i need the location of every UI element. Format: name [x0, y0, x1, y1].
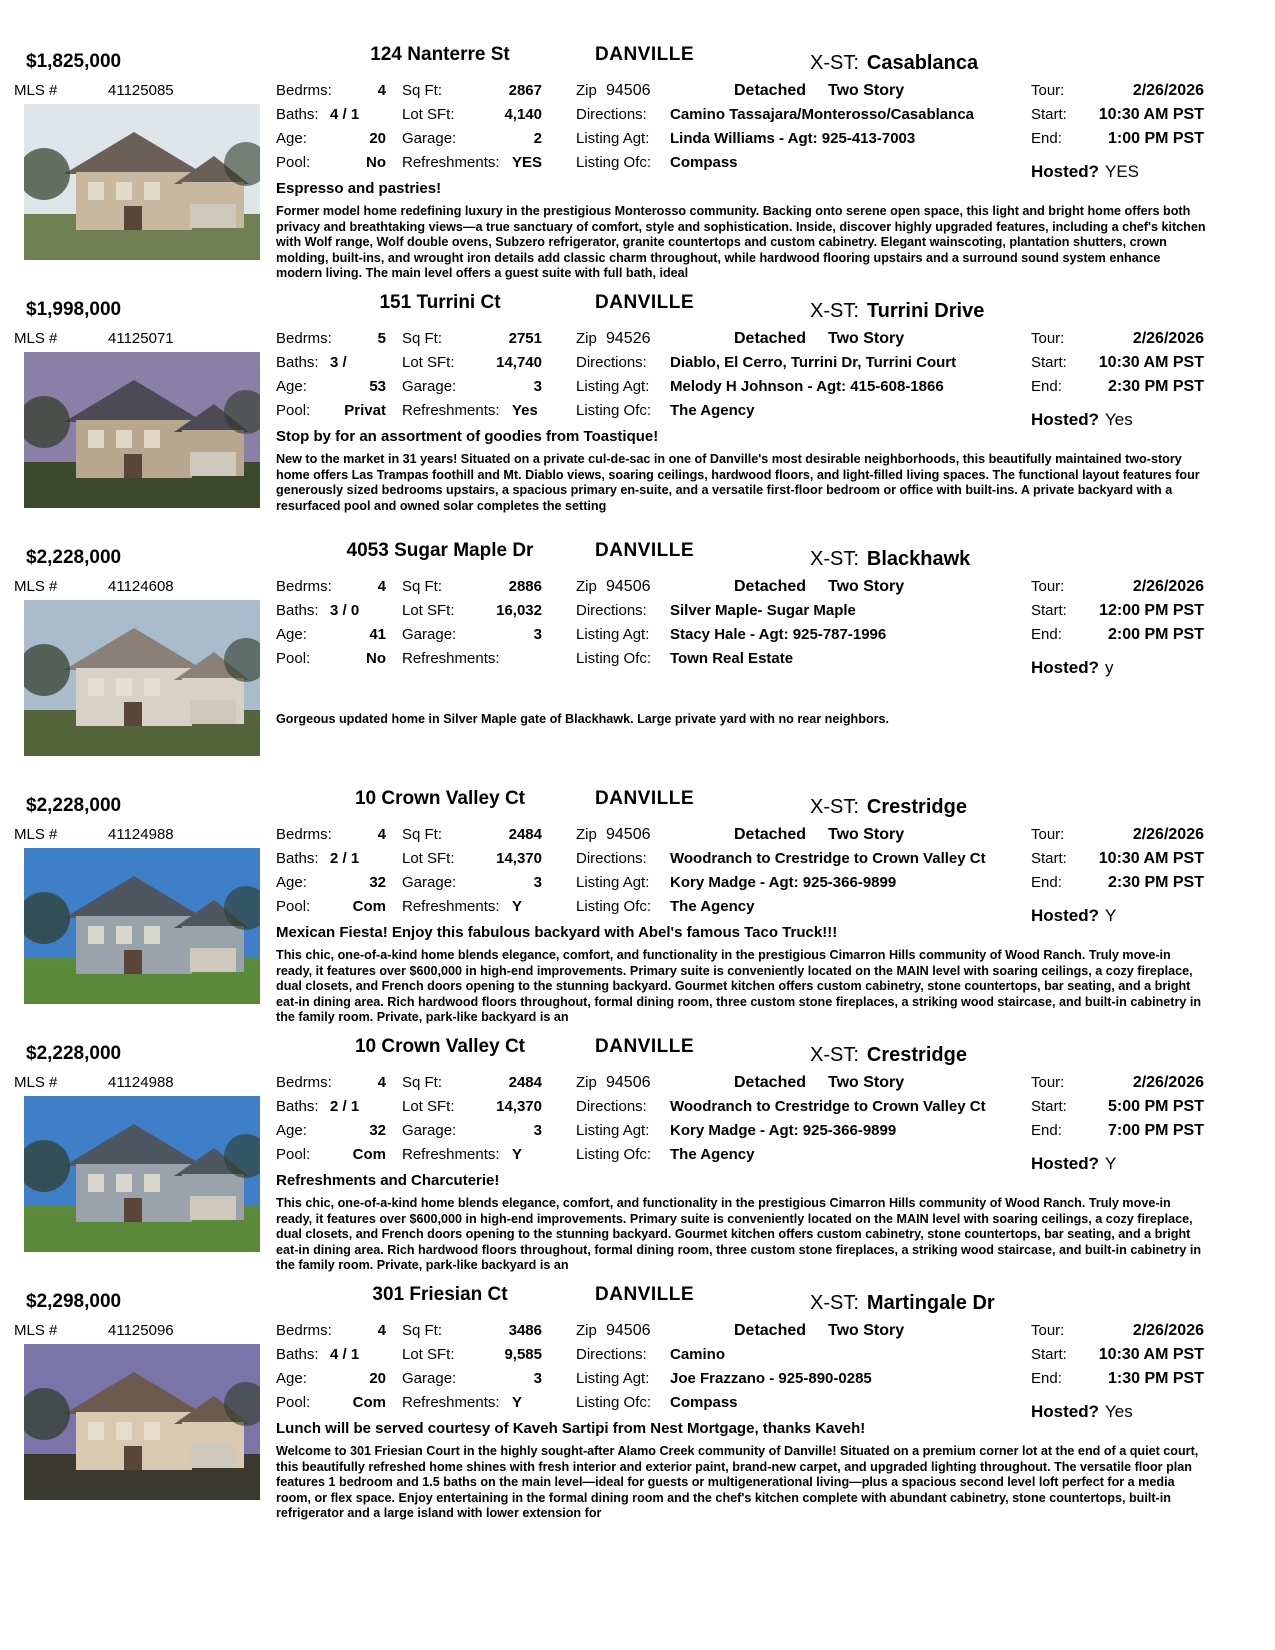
- hosted: [1031, 1154, 1116, 1174]
- bedrms-value: 4: [377, 826, 386, 843]
- end-time: 2:00 PM PST: [1107, 626, 1204, 643]
- garage-value: 3: [533, 1122, 542, 1139]
- end-label: End:: [1031, 130, 1062, 147]
- tour-date: 2/26/2026: [1132, 1322, 1204, 1339]
- house-photo-image: [24, 1344, 260, 1500]
- garage-label: Garage:: [402, 626, 457, 643]
- xst-value: Blackhawk: [866, 548, 971, 570]
- pool-value: No: [366, 650, 386, 667]
- pool-label: Pool:: [276, 1394, 311, 1411]
- tour-date: 2/26/2026: [1132, 330, 1204, 347]
- property-stories: Two Story: [828, 82, 905, 99]
- hosted-label: Hosted?: [1031, 658, 1099, 677]
- garage-label: Garage:: [402, 1122, 457, 1139]
- sqft-label: Sq Ft:: [402, 330, 443, 347]
- listing-card: [0, 1284, 1275, 1542]
- listing-address: 10 Crown Valley Ct: [354, 788, 525, 809]
- listing-city: DANVILLE: [595, 1284, 694, 1305]
- cross-street: [810, 796, 967, 819]
- listing-price: $1,998,000: [26, 299, 122, 320]
- listing-description: Welcome to 301 Friesian Court in the highly sought-after Alamo Creek community of Danville! Situated on a premium corner lot at the end of a quiet court, this beautifully refreshed home shines with fresh interior and exterior paint, brand-new carpet, and upgraded lighting throughout. The versatile floor plan features 1 bedroom and 1.5 baths on the main level—ideal for guests or multigenerational living—plus a spacious second level loft perfect for a media room, or flex space. Enjoy entertaining in the formal dining room and the chef's kitchen complete with abundant cabinetry, stone countertops, built-in refrigerator and a large island with lower extension for: [276, 1444, 1199, 1521]
- listing-agent-value: Kory Madge - Agt: 925-366-9899: [670, 1122, 897, 1139]
- listing-description: This chic, one-of-a-kind home blends elegance, comfort, and functionality in the prestigious Cimarron Hills community of Wood Ranch. Truly move-in ready, it features over $600,000 in high-end improvements. Primary suite is conveniently located on the MAIN level with soaring ceilings, a cozy fireplace, dual closets, and French doors opening to the stunning backyard. Gourmet kitchen offers custom cabinetry, stone countertops, bar seating, and a bright eat-in dining area. Rich hardwood floors throughout, formal dining room, three custom stone fireplaces, a striking wood staircase, and built-in cabinetry in the family room. Private, park-like backyard is an: [276, 948, 1202, 1025]
- bedrms-value: 4: [377, 1322, 386, 1339]
- sqft-label: Sq Ft:: [402, 826, 443, 843]
- property-type: Detached: [734, 1322, 807, 1339]
- end-time: 7:00 PM PST: [1107, 1122, 1204, 1139]
- bedrms-value: 4: [377, 82, 386, 99]
- listing-city: DANVILLE: [595, 292, 694, 313]
- age-value: 20: [369, 1370, 386, 1387]
- garage-label: Garage:: [402, 1370, 457, 1387]
- sqft-value: 2484: [508, 1074, 542, 1091]
- listing-agent-label: Listing Agt:: [576, 874, 650, 891]
- listing-card: [0, 540, 1275, 798]
- baths-value: 4 / 1: [330, 106, 360, 123]
- age-label: Age:: [276, 130, 307, 147]
- age-label: Age:: [276, 1122, 307, 1139]
- mls-number: 41125085: [108, 82, 174, 99]
- zip-label: Zip: [576, 578, 597, 595]
- house-photo-image: [24, 848, 260, 1004]
- pool-label: Pool:: [276, 402, 311, 419]
- directions-value: Woodranch to Crestridge to Crown Valley Ct: [670, 1098, 986, 1115]
- listing-address: 301 Friesian Ct: [372, 1284, 508, 1305]
- listing-price: $2,228,000: [26, 1043, 122, 1064]
- baths-label: Baths:: [276, 354, 319, 371]
- age-value: 41: [369, 626, 386, 643]
- zip-label: Zip: [576, 1074, 597, 1091]
- lotsft-label: Lot SFt:: [402, 850, 455, 867]
- age-value: 53: [369, 378, 386, 395]
- garage-value: 3: [533, 626, 542, 643]
- pool-label: Pool:: [276, 154, 311, 171]
- listing-card: [0, 788, 1275, 1046]
- house-photo-image: [24, 352, 260, 508]
- hosted-label: Hosted?: [1031, 906, 1099, 925]
- house-photo: [24, 600, 260, 756]
- baths-label: Baths:: [276, 850, 319, 867]
- xst-value: Crestridge: [866, 1044, 967, 1066]
- lotsft-value: 16,032: [496, 602, 542, 619]
- refreshments-label: Refreshments:: [402, 1146, 500, 1163]
- lotsft-value: 14,370: [496, 1098, 542, 1115]
- listing-address: 151 Turrini Ct: [379, 292, 501, 313]
- age-label: Age:: [276, 378, 307, 395]
- lotsft-label: Lot SFt:: [402, 106, 455, 123]
- hosted-value: YES: [1105, 162, 1140, 181]
- bedrms-label: Bedrms:: [276, 826, 332, 843]
- property-type: Detached: [734, 578, 807, 595]
- age-label: Age:: [276, 626, 307, 643]
- mls-number: 41124988: [108, 1074, 174, 1091]
- bedrms-value: 4: [377, 1074, 386, 1091]
- hosted-value: Yes: [1105, 410, 1133, 429]
- lotsft-label: Lot SFt:: [402, 1098, 455, 1115]
- bedrms-label: Bedrms:: [276, 1074, 332, 1091]
- bedrms-value: 5: [377, 330, 386, 347]
- listing-city: DANVILLE: [595, 1036, 694, 1057]
- listing-agent-label: Listing Agt:: [576, 378, 650, 395]
- tour-label: Tour:: [1031, 826, 1065, 843]
- listing-agent-label: Listing Agt:: [576, 626, 650, 643]
- zip-value: 94506: [606, 578, 651, 595]
- sqft-label: Sq Ft:: [402, 1074, 443, 1091]
- zip-value: 94506: [606, 1074, 651, 1091]
- start-time: 10:30 AM PST: [1098, 1346, 1204, 1363]
- refreshments-value: YES: [512, 154, 543, 171]
- refreshments-value: Y: [512, 1146, 523, 1163]
- hosted: [1031, 162, 1139, 182]
- end-label: End:: [1031, 378, 1062, 395]
- tour-label: Tour:: [1031, 330, 1065, 347]
- xst-label: X-ST:: [810, 1292, 859, 1314]
- cross-street: [810, 1044, 967, 1067]
- pool-value: Com: [352, 898, 386, 915]
- listing-address: 10 Crown Valley Ct: [354, 1036, 525, 1057]
- xst-value: Turrini Drive: [866, 300, 985, 322]
- directions-value: Camino: [670, 1346, 726, 1363]
- bedrms-label: Bedrms:: [276, 1322, 332, 1339]
- zip-label: Zip: [576, 330, 597, 347]
- sqft-label: Sq Ft:: [402, 578, 443, 595]
- listing-agent-label: Listing Agt:: [576, 130, 650, 147]
- listing-agent-value: Melody H Johnson - Agt: 415-608-1866: [670, 378, 944, 395]
- end-time: 1:00 PM PST: [1107, 130, 1204, 147]
- hosted: [1031, 410, 1133, 430]
- listing-card: [0, 292, 1275, 550]
- garage-label: Garage:: [402, 130, 457, 147]
- garage-label: Garage:: [402, 378, 457, 395]
- hosted-label: Hosted?: [1031, 1154, 1099, 1173]
- listing-office-value: Compass: [670, 154, 738, 171]
- refreshments-value: Y: [512, 898, 523, 915]
- listing-card: [0, 1036, 1275, 1294]
- house-photo-image: [24, 104, 260, 260]
- listing-office-value: The Agency: [670, 898, 755, 915]
- house-photo: [24, 1344, 260, 1500]
- hosted-label: Hosted?: [1031, 410, 1099, 429]
- directions-value: Silver Maple- Sugar Maple: [670, 602, 856, 619]
- listing-agent-value: Joe Frazzano - 925-890-0285: [670, 1370, 872, 1387]
- cross-street: [810, 548, 970, 571]
- house-photo: [24, 848, 260, 1004]
- listing-agent-value: Stacy Hale - Agt: 925-787-1996: [670, 626, 887, 643]
- lotsft-label: Lot SFt:: [402, 602, 455, 619]
- property-stories: Two Story: [828, 330, 905, 347]
- xst-label: X-ST:: [810, 300, 859, 322]
- end-time: 2:30 PM PST: [1107, 378, 1204, 395]
- house-photo-image: [24, 1096, 260, 1252]
- listing-description: Gorgeous updated home in Silver Maple gate of Blackhawk. Large private yard with no rear neighbors.: [276, 712, 890, 726]
- listing-price: $2,298,000: [26, 1291, 122, 1312]
- open-house-note: Refreshments and Charcuterie!: [276, 1172, 500, 1189]
- listing-office-value: The Agency: [670, 1146, 755, 1163]
- pool-label: Pool:: [276, 1146, 311, 1163]
- listing-office-value: Compass: [670, 1394, 738, 1411]
- garage-value: 3: [533, 378, 542, 395]
- zip-value: 94506: [606, 1322, 651, 1339]
- baths-label: Baths:: [276, 106, 319, 123]
- listing-agent-label: Listing Agt:: [576, 1370, 650, 1387]
- pool-value: Com: [352, 1394, 386, 1411]
- start-time: 5:00 PM PST: [1107, 1098, 1204, 1115]
- listing-city: DANVILLE: [595, 540, 694, 561]
- cross-street: [810, 300, 984, 323]
- directions-value: Diablo, El Cerro, Turrini Dr, Turrini Court: [670, 354, 957, 371]
- xst-value: Crestridge: [866, 796, 967, 818]
- hosted: [1031, 906, 1116, 926]
- start-label: Start:: [1031, 1346, 1067, 1363]
- start-label: Start:: [1031, 602, 1067, 619]
- xst-value: Martingale Dr: [866, 1292, 995, 1314]
- zip-value: 94506: [606, 826, 651, 843]
- listing-office-label: Listing Ofc:: [576, 402, 652, 419]
- refreshments-value: Y: [512, 1394, 523, 1411]
- refreshments-label: Refreshments:: [402, 1394, 500, 1411]
- start-time: 10:30 AM PST: [1098, 850, 1204, 867]
- hosted-value: Y: [1105, 906, 1117, 925]
- mls-label: MLS #: [14, 330, 58, 347]
- listing-office-value: The Agency: [670, 402, 755, 419]
- sqft-label: Sq Ft:: [402, 1322, 443, 1339]
- mls-number: 41125096: [108, 1322, 174, 1339]
- baths-value: 3 / 0: [330, 602, 360, 619]
- listing-office-label: Listing Ofc:: [576, 154, 652, 171]
- listing-office-label: Listing Ofc:: [576, 1146, 652, 1163]
- property-type: Detached: [734, 82, 807, 99]
- house-photo-image: [24, 600, 260, 756]
- house-photo: [24, 104, 260, 260]
- sqft-value: 2867: [508, 82, 542, 99]
- hosted-label: Hosted?: [1031, 162, 1099, 181]
- listing-office-value: Town Real Estate: [670, 650, 794, 667]
- listing-description: Former model home redefining luxury in the prestigious Monterosso community. Backing onto serene open space, this light and bright home offers both privacy and breathtaking views—a true sanctuary of comfort, style and sophistication. Inside, discover highly upgraded features, including a chef's kitchen with Wolf range, Wolf double ovens, Subzero refrigerator, granite countertops and custom cabinetry. Elegant wainscoting, plantation shutters, crown molding, built-ins, and wrought iron details add classic charm throughout, while hardwood flooring upstairs and a surround sound system enhance modern living. The main level offers a guest suite with full bath, ideal: [276, 204, 1206, 281]
- age-value: 32: [369, 1122, 386, 1139]
- mls-label: MLS #: [14, 1074, 58, 1091]
- property-stories: Two Story: [828, 1322, 905, 1339]
- open-house-note: Mexican Fiesta! Enjoy this fabulous backyard with Abel's famous Taco Truck!!!: [276, 924, 838, 941]
- xst-label: X-ST:: [810, 52, 859, 74]
- open-house-note: Stop by for an assortment of goodies from Toastique!: [276, 428, 659, 445]
- directions-label: Directions:: [576, 1346, 647, 1363]
- property-type: Detached: [734, 826, 807, 843]
- tour-label: Tour:: [1031, 82, 1065, 99]
- mls-label: MLS #: [14, 1322, 58, 1339]
- hosted: [1031, 658, 1114, 678]
- refreshments-label: Refreshments:: [402, 650, 500, 667]
- garage-value: 3: [533, 874, 542, 891]
- baths-value: 2 / 1: [330, 1098, 360, 1115]
- start-time: 10:30 AM PST: [1098, 106, 1204, 123]
- age-value: 32: [369, 874, 386, 891]
- refreshments-label: Refreshments:: [402, 898, 500, 915]
- end-label: End:: [1031, 1370, 1062, 1387]
- pool-label: Pool:: [276, 898, 311, 915]
- zip-value: 94506: [606, 82, 651, 99]
- pool-value: No: [366, 154, 386, 171]
- end-time: 1:30 PM PST: [1107, 1370, 1204, 1387]
- zip-label: Zip: [576, 826, 597, 843]
- lotsft-label: Lot SFt:: [402, 354, 455, 371]
- tour-label: Tour:: [1031, 1074, 1065, 1091]
- tour-label: Tour:: [1031, 1322, 1065, 1339]
- age-label: Age:: [276, 874, 307, 891]
- xst-label: X-ST:: [810, 796, 859, 818]
- directions-value: Camino Tassajara/Monterosso/Casablanca: [670, 106, 974, 123]
- tour-date: 2/26/2026: [1132, 82, 1204, 99]
- start-time: 10:30 AM PST: [1098, 354, 1204, 371]
- bedrms-label: Bedrms:: [276, 330, 332, 347]
- listing-office-label: Listing Ofc:: [576, 898, 652, 915]
- xst-value: Casablanca: [866, 52, 979, 74]
- lotsft-value: 9,585: [504, 1346, 542, 1363]
- listing-city: DANVILLE: [595, 44, 694, 65]
- xst-label: X-ST:: [810, 548, 859, 570]
- listing-description: This chic, one-of-a-kind home blends elegance, comfort, and functionality in the prestigious Cimarron Hills community of Wood Ranch. Truly move-in ready, it features over $600,000 in high-end improvements. Primary suite is conveniently located on the MAIN level with soaring ceilings, a cozy fireplace, dual closets, and French doors opening to the stunning backyard. Gourmet kitchen offers custom cabinetry, stone countertops, bar seating, and a bright eat-in dining area. Rich hardwood floors throughout, formal dining room, three custom stone fireplaces, a striking wood staircase, and built-in cabinetry in the family room. Private, park-like backyard is an: [276, 1196, 1202, 1273]
- listing-price: $2,228,000: [26, 795, 122, 816]
- age-value: 20: [369, 130, 386, 147]
- pool-label: Pool:: [276, 650, 311, 667]
- baths-label: Baths:: [276, 602, 319, 619]
- end-label: End:: [1031, 874, 1062, 891]
- hosted-value: Y: [1105, 1154, 1117, 1173]
- listing-address: 4053 Sugar Maple Dr: [346, 540, 534, 561]
- baths-value: 4 / 1: [330, 1346, 360, 1363]
- hosted-value: y: [1105, 658, 1114, 677]
- listing-price: $2,228,000: [26, 547, 122, 568]
- listing-price: $1,825,000: [26, 51, 122, 72]
- hosted: [1031, 1402, 1133, 1422]
- start-label: Start:: [1031, 850, 1067, 867]
- directions-label: Directions:: [576, 850, 647, 867]
- refreshments-label: Refreshments:: [402, 402, 500, 419]
- open-house-note: Lunch will be served courtesy of Kaveh Sartipi from Nest Mortgage, thanks Kaveh!: [276, 1420, 866, 1437]
- listing-address: 124 Nanterre St: [370, 44, 510, 65]
- refreshments-label: Refreshments:: [402, 154, 500, 171]
- hosted-label: Hosted?: [1031, 1402, 1099, 1421]
- property-stories: Two Story: [828, 1074, 905, 1091]
- end-time: 2:30 PM PST: [1107, 874, 1204, 891]
- house-photo: [24, 1096, 260, 1252]
- bedrms-label: Bedrms:: [276, 82, 332, 99]
- start-label: Start:: [1031, 106, 1067, 123]
- hosted-value: Yes: [1105, 1402, 1133, 1421]
- property-type: Detached: [734, 330, 807, 347]
- tour-date: 2/26/2026: [1132, 826, 1204, 843]
- age-label: Age:: [276, 1370, 307, 1387]
- directions-value: Woodranch to Crestridge to Crown Valley Ct: [670, 850, 986, 867]
- listing-city: DANVILLE: [595, 788, 694, 809]
- baths-value: 2 / 1: [330, 850, 360, 867]
- baths-label: Baths:: [276, 1098, 319, 1115]
- listing-agent-value: Kory Madge - Agt: 925-366-9899: [670, 874, 897, 891]
- sqft-value: 2886: [508, 578, 542, 595]
- tour-date: 2/26/2026: [1132, 578, 1204, 595]
- listing-card: [0, 44, 1275, 302]
- property-stories: Two Story: [828, 578, 905, 595]
- sqft-label: Sq Ft:: [402, 82, 443, 99]
- refreshments-value: Yes: [512, 402, 538, 419]
- directions-label: Directions:: [576, 602, 647, 619]
- directions-label: Directions:: [576, 106, 647, 123]
- zip-value: 94526: [606, 330, 651, 347]
- bedrms-label: Bedrms:: [276, 578, 332, 595]
- mls-number: 41125071: [108, 330, 174, 347]
- listing-office-label: Listing Ofc:: [576, 650, 652, 667]
- lotsft-value: 4,140: [504, 106, 542, 123]
- directions-label: Directions:: [576, 1098, 647, 1115]
- property-stories: Two Story: [828, 826, 905, 843]
- mls-number: 41124608: [108, 578, 174, 595]
- end-label: End:: [1031, 1122, 1062, 1139]
- bedrms-value: 4: [377, 578, 386, 595]
- listing-agent-label: Listing Agt:: [576, 1122, 650, 1139]
- listing-office-label: Listing Ofc:: [576, 1394, 652, 1411]
- listing-description: New to the market in 31 years! Situated on a private cul-de-sac in one of Danville's most desirable neighborhoods, this beautifully maintained two-story home offers Las Trampas foothill and Mt. Diablo views, soaring ceilings, hardwood floors, and light-filled living spaces. The functional layout features four generously sized bedrooms upstairs, a spacious primary en-suite, and a versatile first-floor bedroom or office with built-ins. A private backyard with a resurfaced pool and owned solar completes the setting: [276, 452, 1200, 513]
- tour-label: Tour:: [1031, 578, 1065, 595]
- pool-value: Privat: [344, 402, 386, 419]
- mls-number: 41124988: [108, 826, 174, 843]
- pool-value: Com: [352, 1146, 386, 1163]
- lotsft-value: 14,370: [496, 850, 542, 867]
- mls-label: MLS #: [14, 826, 58, 843]
- zip-label: Zip: [576, 82, 597, 99]
- start-label: Start:: [1031, 354, 1067, 371]
- end-label: End:: [1031, 626, 1062, 643]
- zip-label: Zip: [576, 1322, 597, 1339]
- lotsft-label: Lot SFt:: [402, 1346, 455, 1363]
- cross-street: [810, 1292, 995, 1315]
- lotsft-value: 14,740: [496, 354, 542, 371]
- baths-label: Baths:: [276, 1346, 319, 1363]
- garage-value: 2: [533, 130, 542, 147]
- property-type: Detached: [734, 1074, 807, 1091]
- sqft-value: 2751: [508, 330, 542, 347]
- open-house-note: Espresso and pastries!: [276, 180, 442, 197]
- cross-street: [810, 52, 978, 75]
- house-photo: [24, 352, 260, 508]
- listing-agent-value: Linda Williams - Agt: 925-413-7003: [670, 130, 916, 147]
- baths-value: 3 /: [330, 354, 347, 371]
- garage-label: Garage:: [402, 874, 457, 891]
- directions-label: Directions:: [576, 354, 647, 371]
- sqft-value: 2484: [508, 826, 542, 843]
- tour-date: 2/26/2026: [1132, 1074, 1204, 1091]
- start-time: 12:00 PM PST: [1099, 602, 1204, 619]
- mls-label: MLS #: [14, 578, 58, 595]
- mls-label: MLS #: [14, 82, 58, 99]
- sqft-value: 3486: [508, 1322, 542, 1339]
- start-label: Start:: [1031, 1098, 1067, 1115]
- xst-label: X-ST:: [810, 1044, 859, 1066]
- garage-value: 3: [533, 1370, 542, 1387]
